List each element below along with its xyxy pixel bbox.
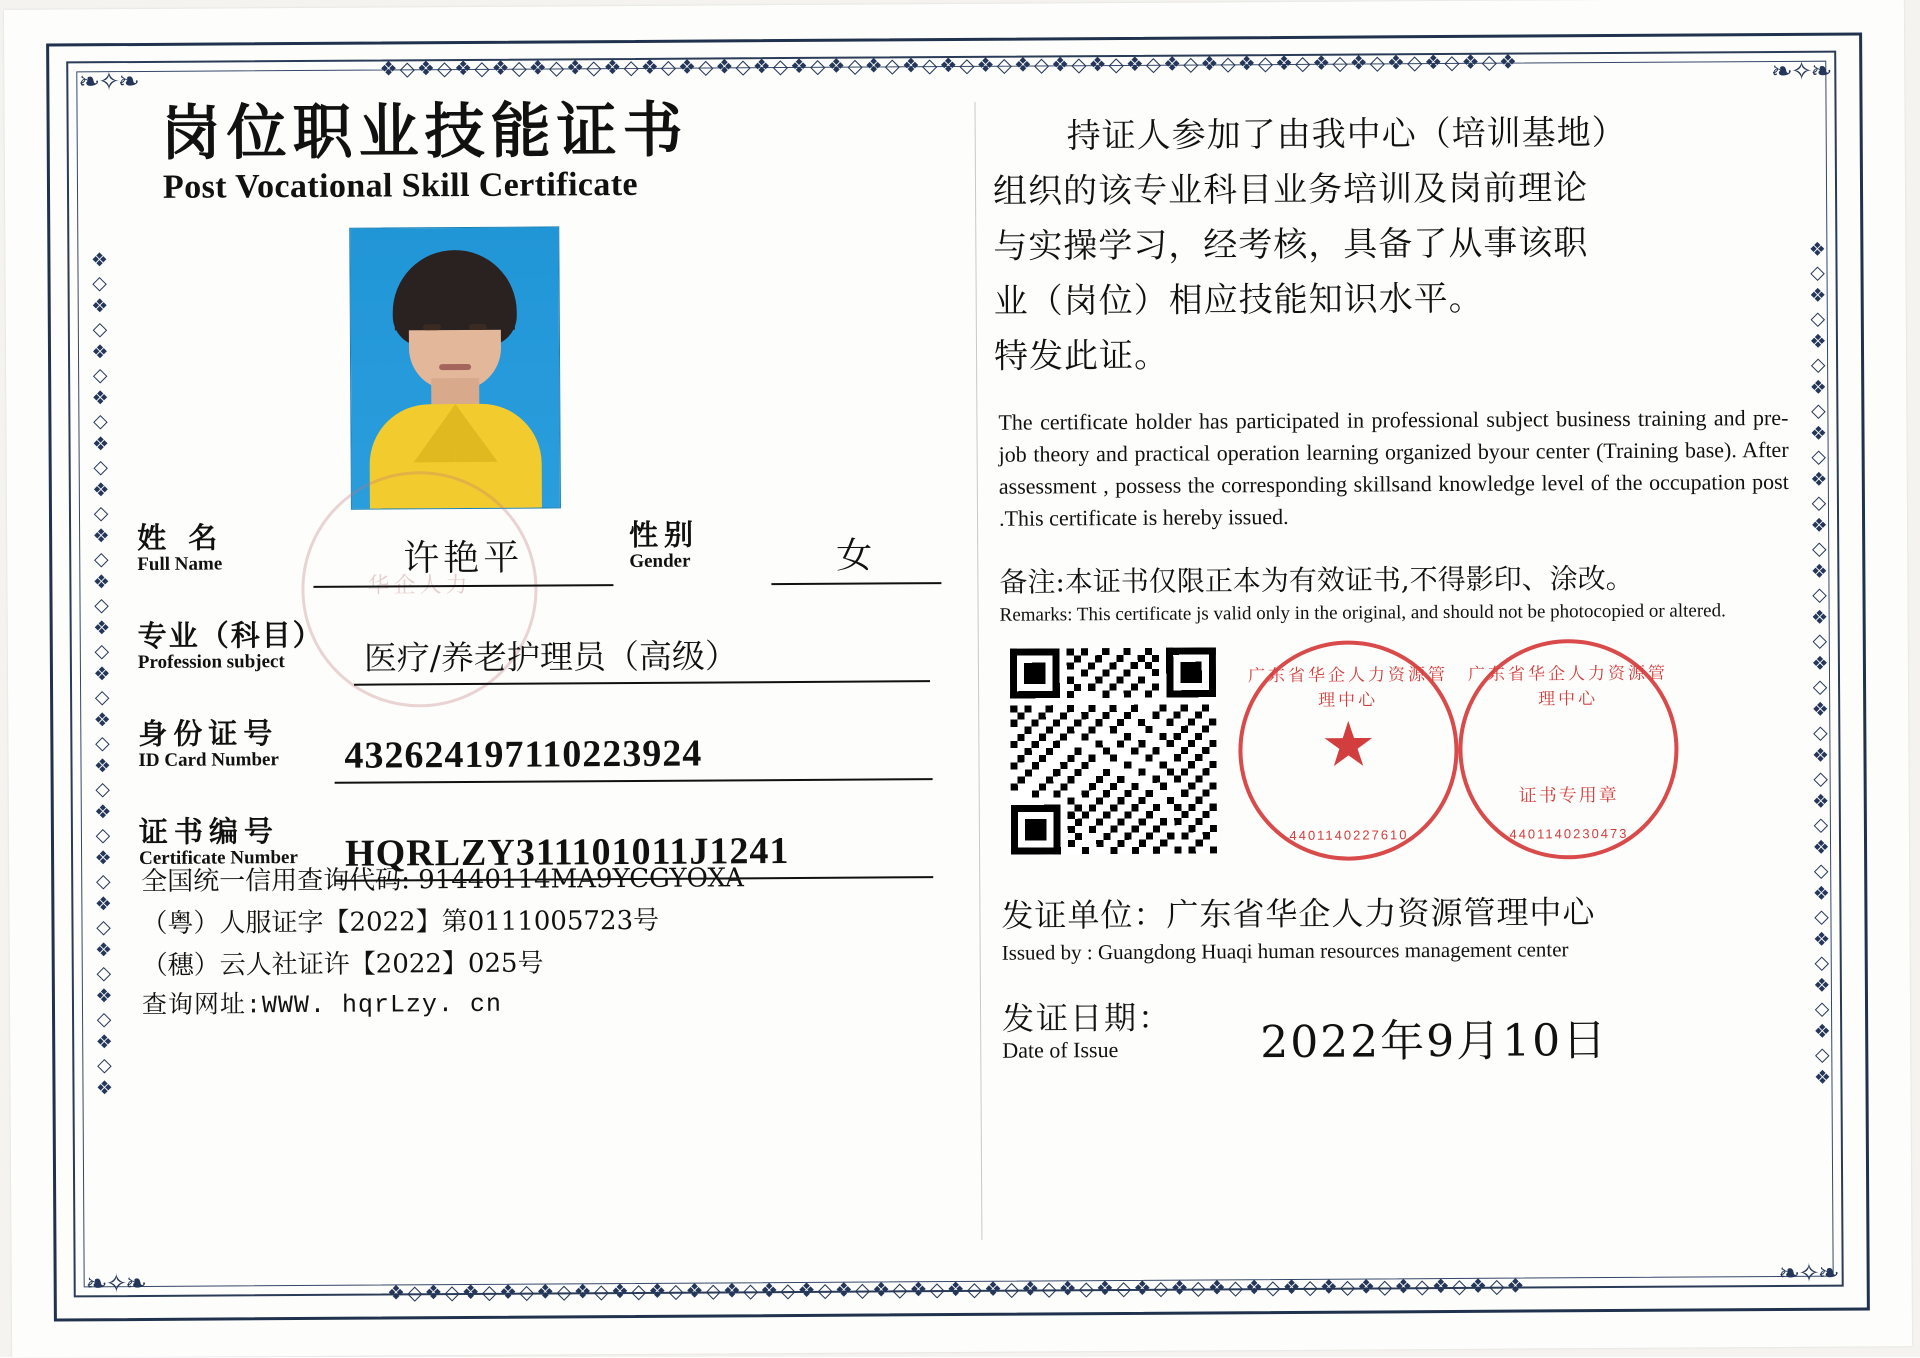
certificate-special-seal	[1458, 639, 1679, 860]
page-title-cn: 岗位职业技能证书	[160, 95, 689, 169]
body-cn-line-4: 业（岗位）相应技能知识水平。	[993, 279, 1484, 323]
value-id-card: 432624197110223924	[334, 730, 932, 784]
photo-collar-right	[455, 404, 497, 462]
ornament-corner-top-right: ❧✧❧	[1770, 56, 1831, 87]
label-certificate-number-cn: 证书编号	[138, 814, 280, 850]
applicant-photo	[349, 226, 561, 509]
label-certificate-number-en: Certificate Number	[139, 847, 298, 870]
issue-date-block	[1002, 989, 1819, 1086]
organization-seal	[1238, 640, 1459, 861]
label-full-name	[137, 520, 317, 576]
ornament-bottom-edge: ❖◇❖◇❖◇❖◇❖◇❖◇❖◇❖◇❖◇❖◇❖◇❖◇❖◇❖◇❖◇❖◇❖◇❖◇❖◇❖◇❖◇❖◇❖◇❖◇❖◇❖◇❖◇❖◇❖◇❖◇❖	[387, 1275, 1527, 1305]
organization-seal-arc-text: 广东省华企人力资源管理中心	[1247, 664, 1449, 711]
column-divider	[974, 102, 982, 1240]
value-certificate-number: HQRLZY311101011J1241	[335, 828, 933, 882]
label-full-name-en: Full Name	[137, 553, 223, 576]
issue-date-label-en: Date of Issue	[1002, 1036, 1119, 1063]
body-cn-line-2: 组织的该专业科目业务培训及岗前理论	[992, 168, 1589, 212]
label-profession-cn: 专业（科目）	[137, 617, 324, 654]
footnote-yue-license: （粤）人服证字【2022】第0111005723号	[141, 905, 660, 940]
label-id-card	[138, 716, 338, 772]
issuer-label-cn: 发证单位：	[1001, 895, 1167, 935]
left-column	[112, 96, 919, 1261]
label-gender-en: Gender	[629, 550, 691, 573]
label-profession-en: Profession subject	[137, 651, 285, 674]
body-text-en: The certificate holder has participated in professional subject business training and pre-job theory and practical operation learning organized byour center (Training base). After assessment , possess the corresponding skillsand knowledge level of the occupation post .This certificate is hereby issued.	[998, 405, 1789, 531]
body-cn-line-3: 与实操学习，经考核，具备了从事该职	[993, 223, 1589, 267]
field-row-certificate-number	[139, 810, 919, 887]
issuer-line-cn	[1001, 886, 1817, 937]
certificate-seal-bottom-text: 证书专用章	[1518, 784, 1619, 807]
right-column	[992, 91, 1819, 1256]
watermark-seal: 华企人力	[301, 471, 538, 708]
field-row-profession	[138, 614, 918, 691]
organization-seal-code: 4401140227610	[1289, 827, 1409, 843]
ornament-corner-top-left: ❧✧❧	[78, 67, 138, 97]
photo-collar-left	[413, 404, 455, 462]
photo-mouth	[439, 364, 471, 370]
certificate-content	[112, 91, 1819, 1261]
value-profession: 医疗/养老护理员（高级）	[354, 629, 930, 686]
value-full-name: 许艳平	[313, 529, 613, 588]
label-id-card-cn: 身份证号	[138, 716, 279, 752]
star-icon: ★	[1320, 711, 1377, 780]
page-title-en: Post Vocational Skill Certificate	[162, 165, 639, 206]
value-gender: 女	[771, 527, 941, 585]
certificate-seal-arc-text: 广东省华企人力资源管理中心	[1467, 663, 1669, 710]
issuer-line-en	[1002, 936, 1818, 966]
footnote-credit-code: 全国统一信用查询代码: 91440114MA9YCGYOXA	[141, 863, 744, 897]
field-list	[137, 516, 919, 913]
ornament-left-edge: ❖◇❖◇❖◇❖◇❖◇❖◇❖◇❖◇❖◇❖◇❖◇❖◇❖◇❖◇❖◇❖◇❖◇❖◇❖	[88, 248, 115, 1100]
body-cn-line-1: 持证人参加了由我中心（培训基地）	[1066, 112, 1627, 157]
issue-date-label-cn: 发证日期：	[1001, 998, 1173, 1038]
photo-eye-left	[423, 324, 441, 330]
field-row-name	[137, 516, 917, 593]
issuer-label-en: Issued by :	[1001, 940, 1093, 965]
issuer-value-en: Guangdong Huaqi human resources management center	[1097, 937, 1569, 965]
label-id-card-en: ID Card Number	[138, 749, 279, 772]
footnote-query-url[interactable]: 查询网址:WWW. hqrLzy. cn	[141, 990, 503, 1022]
photo-eye-right	[469, 324, 487, 330]
issue-date-value: 2022年9月10日	[1260, 1014, 1609, 1069]
label-profession	[138, 618, 360, 674]
label-certificate-number	[139, 814, 339, 870]
label-gender-cn: 性别	[629, 517, 700, 553]
remarks-cn: 备注:本证书仅限正本为有效证书,不得影印、涂改。	[999, 561, 1634, 599]
ornament-corner-bottom-right: ❧✧❧	[1778, 1258, 1838, 1288]
issuer-block	[1001, 886, 1817, 966]
certificate-seal-code: 4401140230473	[1509, 825, 1629, 842]
scanned-sheet	[4, 0, 1912, 1358]
ornament-right-edge: ❖◇❖◇❖◇❖◇❖◇❖◇❖◇❖◇❖◇❖◇❖◇❖◇❖◇❖◇❖◇❖◇❖◇❖◇❖	[1806, 238, 1833, 1090]
field-row-id-card	[138, 712, 918, 789]
label-full-name-cn: 姓 名	[137, 520, 224, 556]
remarks-en: Remarks: This certificate js valid only in the original, and should not be photocopied or altered.	[999, 600, 1726, 626]
body-cn-line-5: 特发此证。	[993, 336, 1170, 378]
ornament-corner-bottom-left: ❧✧❧	[85, 1268, 146, 1299]
issuer-value-cn: 广东省华企人力资源管理中心	[1166, 893, 1596, 934]
label-gender	[629, 517, 779, 573]
qr-code-graphic	[1010, 647, 1217, 854]
footnote-sui-license: （穗）云人社证许【2022】025号	[141, 948, 544, 982]
qr-and-seals	[996, 638, 1817, 873]
qr-code[interactable]	[1010, 647, 1217, 854]
ornament-top-edge: ❖◇❖◇❖◇❖◇❖◇❖◇❖◇❖◇❖◇❖◇❖◇❖◇❖◇❖◇❖◇❖◇❖◇❖◇❖◇❖◇❖◇❖◇❖◇❖◇❖◇❖◇❖◇❖◇❖◇❖◇❖	[379, 51, 1519, 81]
body-text-cn	[993, 105, 1815, 385]
